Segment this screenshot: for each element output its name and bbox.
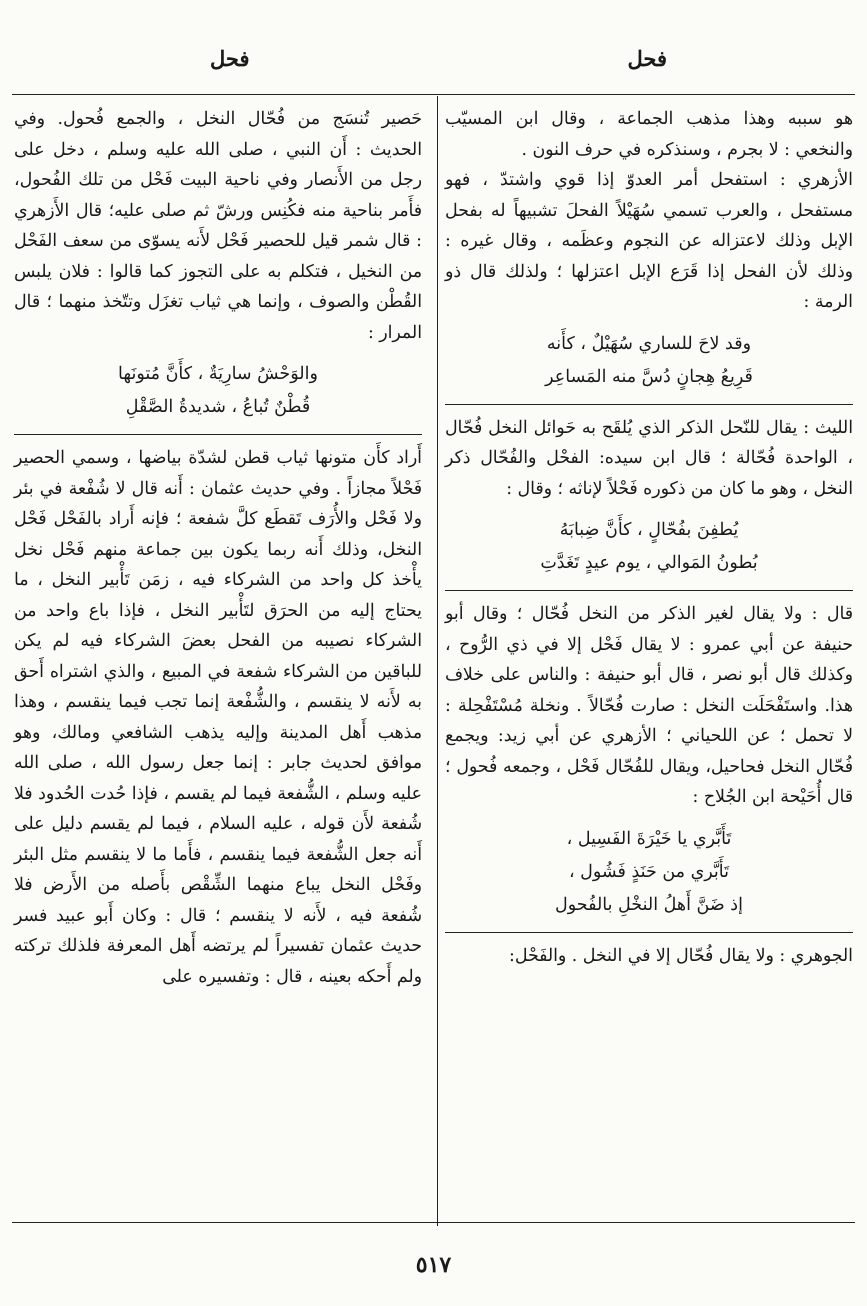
section-rule: [445, 590, 853, 591]
verse-line: قُطْنٌ تُباعُ ، شديدةُ الصَّقْلِ: [125, 397, 311, 417]
section-rule: [14, 434, 422, 435]
section-rule: [445, 404, 853, 405]
left-verse-1: [14, 358, 422, 424]
column-divider: [437, 96, 438, 1226]
right-verse-3: [445, 823, 853, 922]
verse-line: وقد لاحَ للساري سُهَيْلٌ ، كأَنه: [546, 333, 752, 354]
verse-line: والوَحْشُ سارِيَةٌ ، كأَنَّ مُتونَها: [118, 364, 318, 384]
right-paragraph-1: هو سببه وهذا مذهب الجماعة ، وقال ابن المسيّب والنخعي : لا بجرم ، وسنذكره في حرف النون .: [445, 109, 853, 160]
right-paragraph-3: الليث : يقال للنّحل الذكر الذي يُلقَح به حَوائل النخل فُحّال ، الواحدة فُحّالة ؛ قال ابن سيده: الفحْل والفُحّال ذكر النخل ، وهو ما كان من ذكوره فَحْلاً لإناثه ؛ وقال :: [445, 417, 853, 499]
right-column: [445, 104, 853, 971]
left-paragraph-1: حَصير تُنسَج من فُحّال النخل ، والجمع فُحول. وفي الحديث : أَن النبي ، صلى الله عليه وسلم ، دخل على رجل من الأَنصار وفي ناحية البيت فَحْل من تلك الفُحول، فأَمر بناحية منه فكُنِس ورشّ ثم صلى عليه؛ قال الأَزهري : قال شمر قيل للحصير فَحْل لأَنه يسوّى من سعف الفَحْل من النخيل ، فتكلم به على التجوز كما قالوا : فلان يلبس القُطْن والصوف ، وإنما هي ثياب تغزَل وتتّخذ منهما ؛ قال المرار :: [14, 109, 422, 343]
right-verse-1: [445, 328, 853, 394]
section-rule: [445, 932, 853, 933]
bottom-rule: [12, 1222, 855, 1223]
right-paragraph-2: الأزهري : استفحل أمر العدوّ إذا قوي واشتدّ ، فهو مستفحل ، والعرب تسمي سُهَيْلاً الفحلَ تشبيهاً له بفحل الإبل وذلك لاعتزاله عن النجوم وعظَمه ، وقال غيره : وذلك لأن الفحل إذا قَرَع الإبل اعتزلها ؛ ولذلك قال ذو الرمة :: [445, 170, 853, 312]
verse-line: بُطونُ المَوالي ، يوم عيدٍ تَغَدَّتِ: [540, 553, 758, 573]
right-paragraph-4: قال : ولا يقال لغير الذكر من النخل فُحّال ؛ وقال أبو حنيفة عن أبي عمرو : لا يقال فَحْل إلا في ذي الرُّوح ، وكذلك قال أبو نصر ، قال أبو حنيفة : والناس على خلاف هذا. واستَفْحَلَت النخل : صارت فُحّالاً . ونخلة مُسْتَفْحِلة : لا تحمل ؛ عن اللحياني ؛ الأزهري عن أبي زيد: ويجمع فُحّال النخل فحاحيل، ويقال للفُحّال فَحْل ، وجمعه فُحول ؛ قال أُحَيْحة ابن الجُلاح :: [445, 604, 853, 807]
right-verse-2: [445, 514, 853, 580]
verse-line: تَأَبَّري يا خَيْرَةَ الفَسِيل ،: [566, 828, 732, 849]
verse-line: إذ ضَنَّ أَهلُ النخْلِ بالفُحول: [555, 894, 743, 915]
page-number: ٥١٧: [415, 1252, 452, 1278]
top-rule: [12, 94, 855, 95]
right-paragraph-5: الجوهري : ولا يقال فُحّال إلا في النخل . والفَحْل:: [509, 945, 853, 966]
right-running-head: فحل: [627, 46, 667, 71]
verse-line: تَأَبَّري من حَنَذٍ فَشُول ،: [568, 861, 730, 882]
left-running-head: فحل: [210, 46, 250, 71]
verse-line: قَرِيعُ هِجانٍ دُسَّ منه المَساعِر: [545, 366, 753, 387]
verse-line: يُطفِنَ بفُحّالٍ ، كأَنَّ ضِبابَهُ: [559, 520, 739, 540]
left-column: [14, 104, 422, 992]
left-paragraph-2: أَراد كأَن متونها ثياب قطن لشدّة بياضها ، وسمي الحصير فَحْلاً مجازاً . وفي حديث عثمان : أَنه قال لا شُفْعة في بئر ولا فَحْل والأُرَف تَقطَع كلَّ شفعة ؛ فإنه أَراد بالفَحْل فَحْل النخل، وذلك أَنه ربما يكون بين جماعة منهم فَحْل نخل يأْخذ كل واحد من الشركاء فيه ، زمَن تَأْبير النخل ، ما يحتاج إليه من الحرَق لتَأْبير النخل ، فإذا باع واحد من الشركاء نصيبه من الفحل بعضَ الشركاء فيه لم يكن للباقين من الشركاء شفعة في المبيع ، والذي اشتراه أَحق به لأَنه لا ينقسم ، والشُّفْعة إنما تجب فيما ينقسم ، وهذا مذهب أَهل المدينة وإليه يذهب الشافعي ومالك، وهو موافق لحديث جابر : إنما جعل رسول الله ، صلى الله عليه وسلم ، الشُّفعة فيما لم يقسم ، فإذا حُدت الحُدود فلا شُفعة لأَن قوله ، عليه السلام ، فيما لم يقسم دليل على أَنه جعل الشُّفعة فيما ينقسم ، فأَما ما لا ينقسم مثل البئر وفَحْل النخل يباع منهما الشِّقْص بأَصله من الأَرض فلا شُفعة فيه ، لأَنه لا ينقسم ؛ قال : وكان أَبو عبيد فسر حديث عثمان تفسيراً لم يرتضه أَهل المعرفة فلذلك تركته ولم أَحكه بعينه ، قال : وتفسيره على: [14, 448, 422, 987]
